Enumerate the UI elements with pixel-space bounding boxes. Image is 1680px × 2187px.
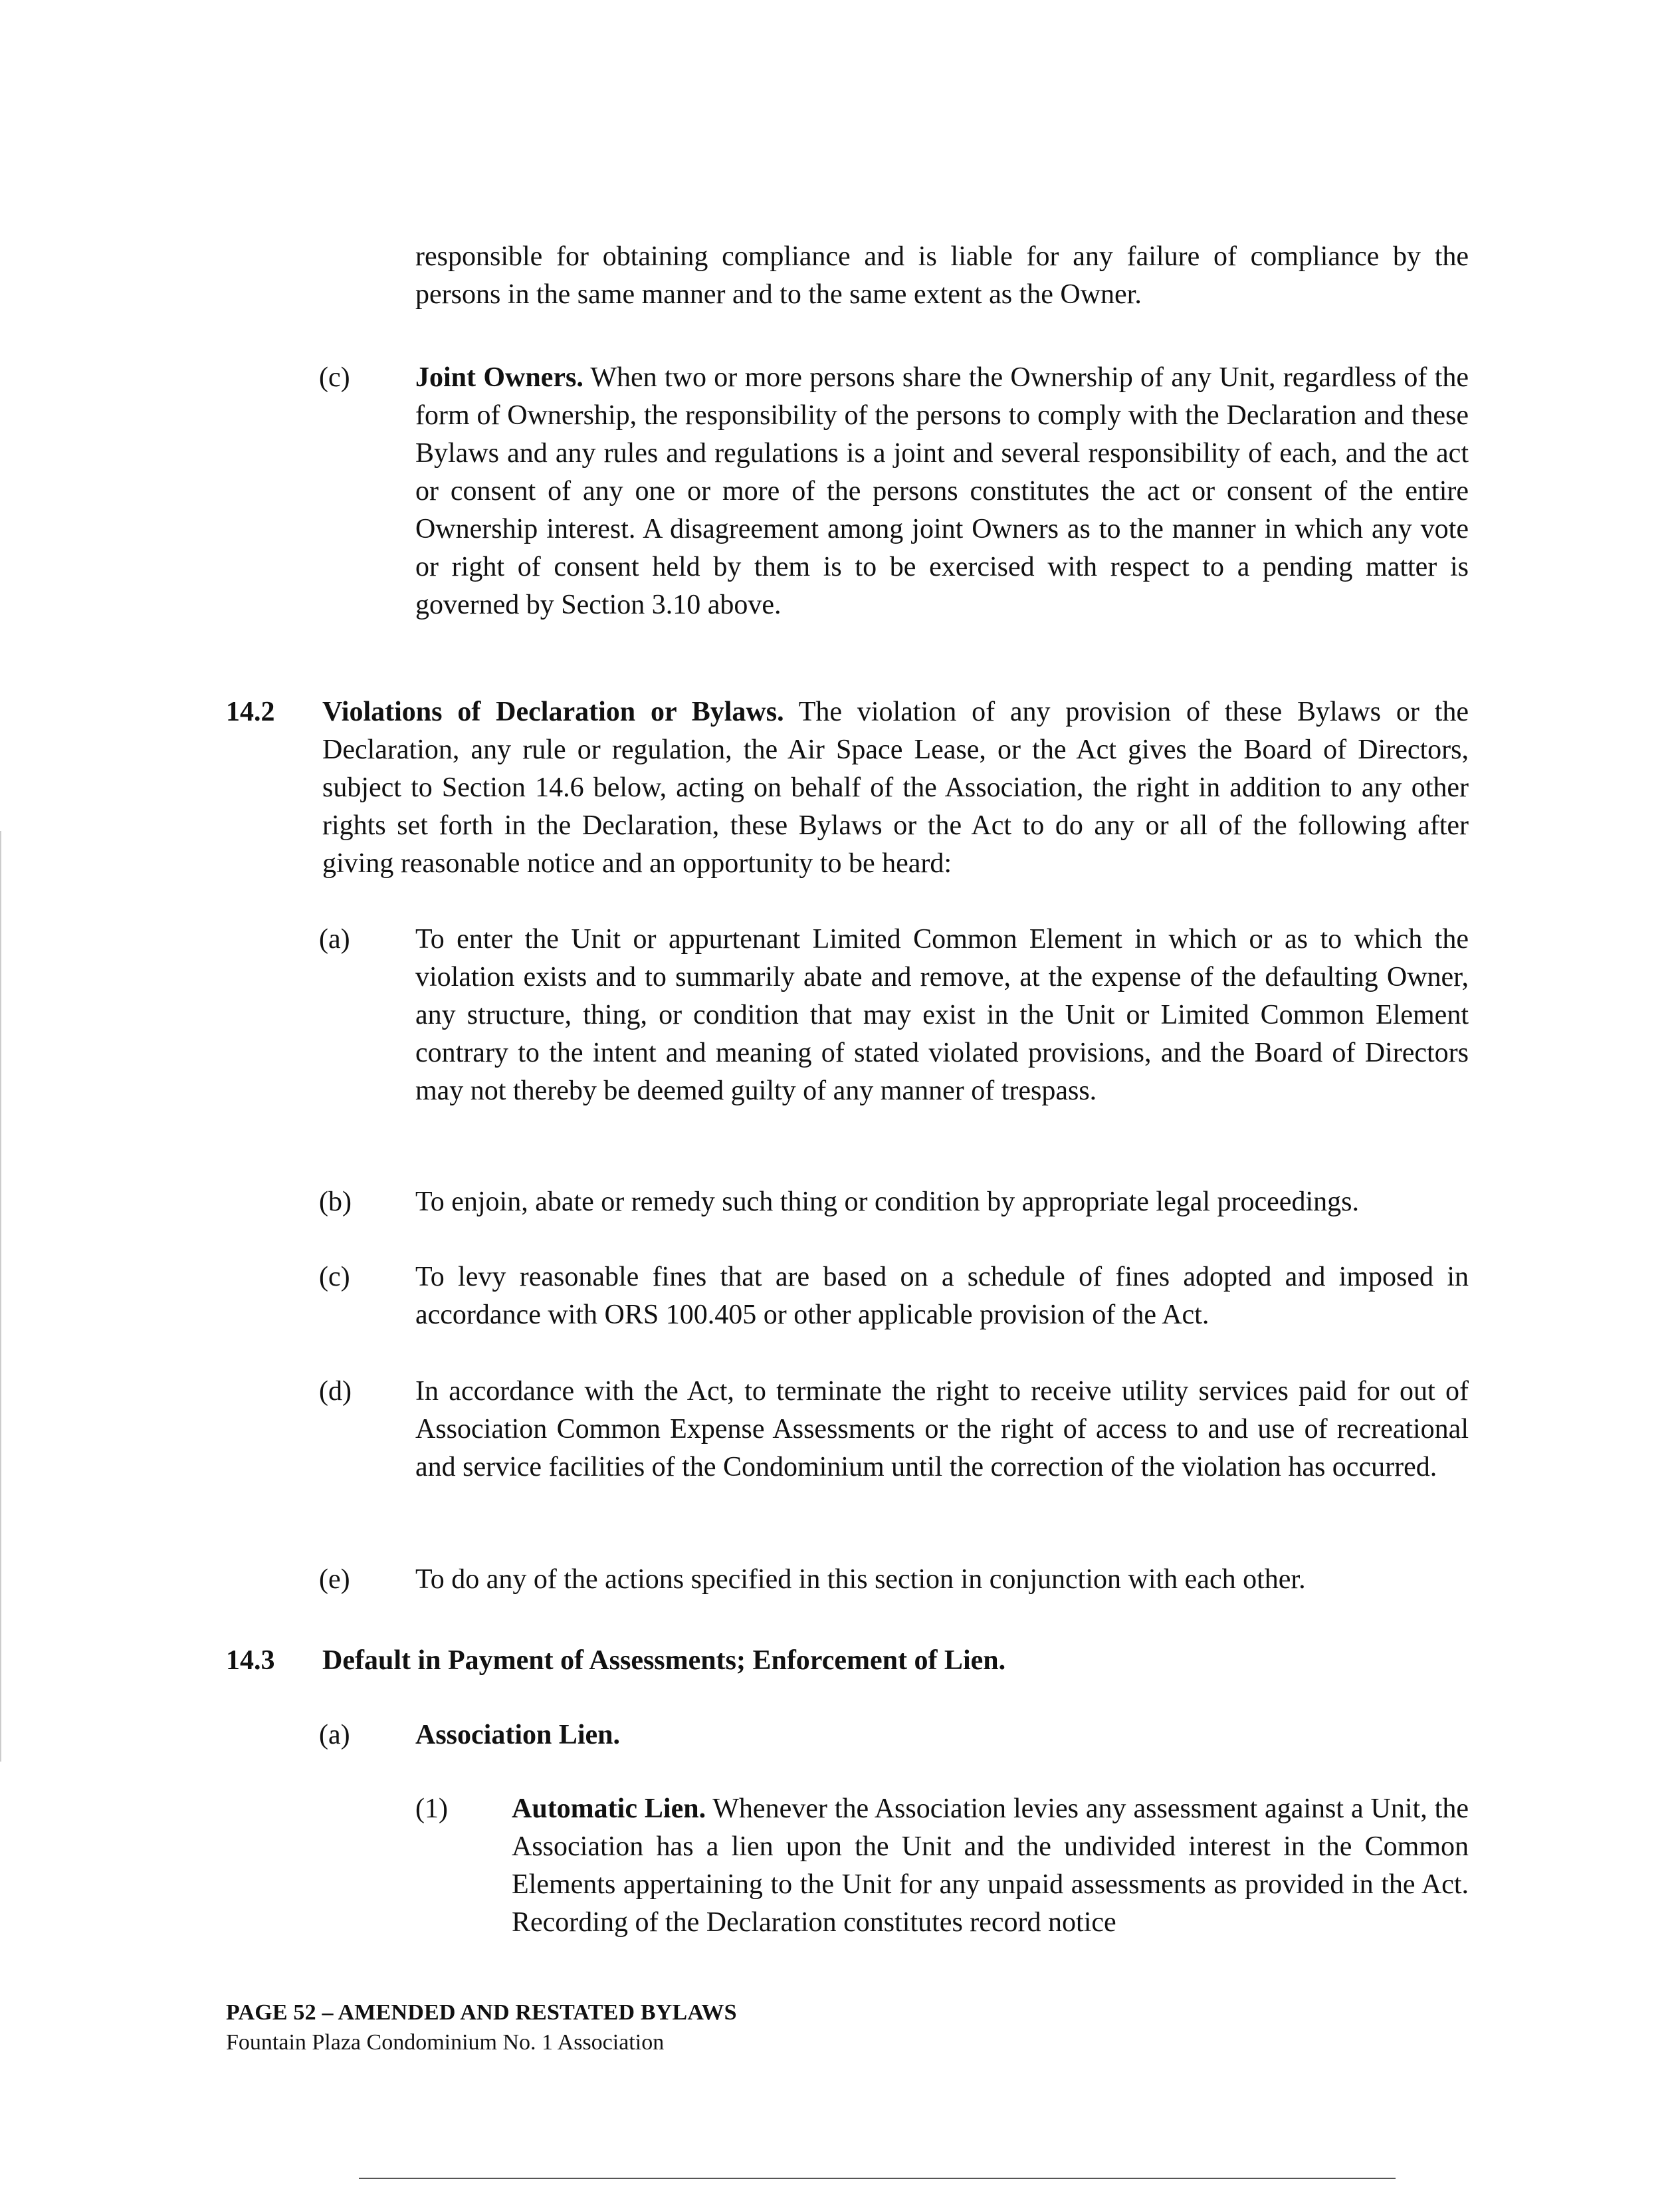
page-footer: [226, 1998, 737, 2057]
list-item-e: [319, 1561, 1469, 1601]
item-label: (a): [319, 1720, 350, 1750]
section-14-3: [226, 1642, 1469, 1682]
list-item-b: [319, 1183, 1469, 1223]
section-14-2: [226, 693, 1469, 893]
list-item-c: [319, 1258, 1469, 1338]
item-label: (d): [319, 1376, 352, 1407]
section-number: 14.3: [226, 1645, 275, 1676]
item-text: To do any of the actions specified in this section in conjunction with each other.: [415, 1564, 1306, 1595]
scan-left-edge: [0, 831, 1, 1762]
subsection-title: Association Lien.: [415, 1720, 621, 1750]
item-text: To enter the Unit or appurtenant Limited Common Element in which or as to which the violation exists and to summarily abate and remove, at the expense of the defaulting Owner, any structure, thing, or condition that may exist in the Unit or Limited Common Element contrary to the intent and meaning of stated violated provisions, and the Board of Directors may not thereby be deemed guilty of any manner of trespass.: [415, 924, 1469, 1106]
item-label: (c): [319, 362, 350, 393]
subsection-text: Whenever the Association levies any assessment against a Unit, the Association has a lien upon the Unit and the undivided interest in the Common Elements appertaining to the Unit for any unpaid assessments as provided in the Act. Recording of the Declaration constitutes record notice: [512, 1793, 1469, 1938]
item-text: In accordance with the Act, to terminate the right to receive utility services paid for out of Association Common Expense Assessments or the right of access to and use of recreational and service facilities of the Condominium until the correction of the violation has occurred.: [415, 1376, 1469, 1482]
subsection-1-automatic-lien: [415, 1790, 1469, 1950]
item-text: When two or more persons share the Ownership of any Unit, regardless of the form of Ownership, the responsibility of the persons to comply with the Declaration and these Bylaws and any rules and regulations is a joint and several responsibility of each, and the act or consent of any one or more of the persons constitutes the act or consent of the entire Ownership interest. A disagreement among joint Owners as to the manner in which any vote or right of consent held by them is to be exercised with respect to a pending matter is governed by Section 3.10 above.: [415, 362, 1469, 620]
item-label: (e): [319, 1564, 350, 1595]
section-body: [322, 693, 1469, 883]
section-text: The violation of any provision of these Bylaws or the Declaration, any rule or regulation, the Air Space Lease, or the Act gives the Board of Directors, subject to Section 14.6 below, acting on behalf of the Association, the right in addition to any other rights set forth in the Declaration, these Bylaws or the Act to do any or all of the following after giving reasonable notice and an opportunity to be heard:: [322, 697, 1469, 879]
item-text: To enjoin, abate or remedy such thing or condition by appropriate legal proceedings.: [415, 1187, 1359, 1217]
item-text: To levy reasonable fines that are based on a schedule of fines adopted and imposed in accordance with ORS 100.405 or other applicable provision of the Act.: [415, 1262, 1469, 1330]
item-title: Joint Owners.: [415, 362, 583, 393]
section-title: Default in Payment of Assessments; Enforcement of Lien.: [322, 1645, 1006, 1676]
continuation-paragraph: responsible for obtaining compliance and is liable for any failure of compliance by the persons in the same manner and to the same extent as the Owner.: [415, 241, 1469, 310]
section-title: Violations of Declaration or Bylaws.: [322, 697, 784, 727]
item-label: (a): [319, 924, 350, 955]
item-label: (1): [415, 1793, 448, 1824]
footer-title: PAGE 52 – AMENDED AND RESTATED BYLAWS: [226, 2000, 737, 2025]
list-item-a: [319, 921, 1469, 1153]
subsection-a-association-lien: [319, 1716, 1469, 1756]
item-label: (b): [319, 1187, 352, 1217]
subsection-body: [512, 1790, 1469, 1942]
footer-subtitle: Fountain Plaza Condominium No. 1 Association: [226, 2030, 665, 2055]
list-item-d: [319, 1373, 1469, 1526]
item-c-joint-owners: [319, 359, 1469, 665]
scan-edge-line: [359, 2178, 1396, 2179]
item-body: [415, 359, 1469, 624]
subsection-title: Automatic Lien.: [512, 1793, 706, 1824]
item-label: (c): [319, 1262, 350, 1292]
section-number: 14.2: [226, 697, 275, 727]
